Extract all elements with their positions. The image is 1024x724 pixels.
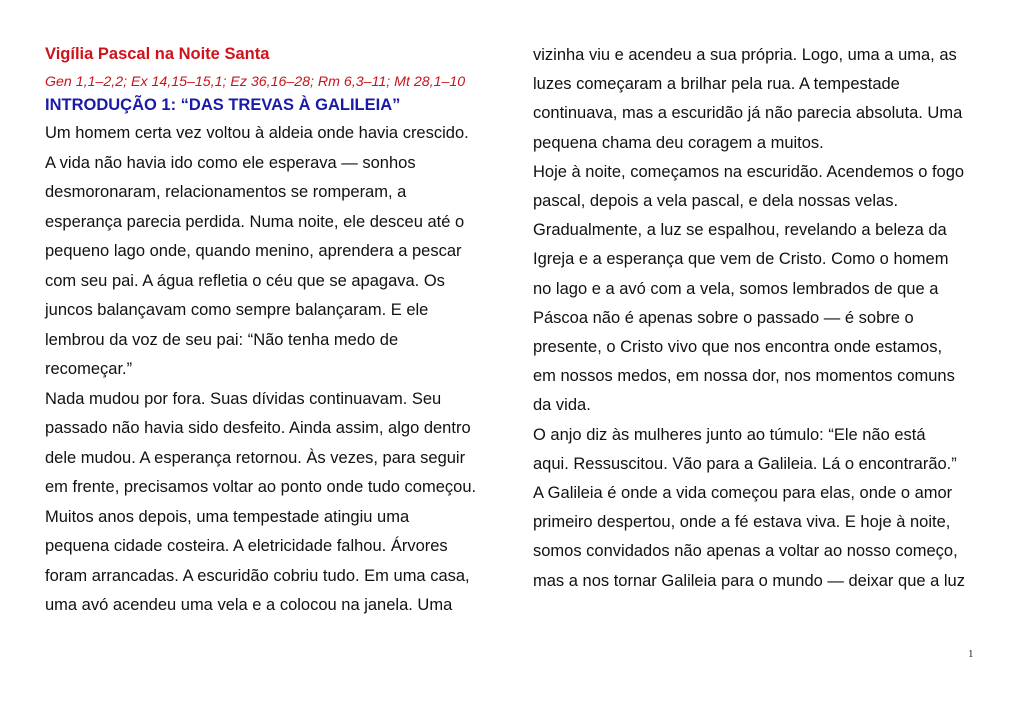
body-line: A vida não havia ido como ele esperava — sonhos — [45, 153, 416, 172]
body-line: lembrou da voz de seu pai: “Não tenha medo de — [45, 330, 399, 349]
body-line: mas a nos tornar Galileia para o mundo — deixar que a luz — [533, 571, 965, 590]
body-line: aqui. Ressuscitou. Vão para a Galileia. Lá o encontrarão.” — [533, 454, 957, 473]
body-line: desmoronaram, relacionamentos se romperam, a — [45, 183, 407, 201]
body-line: recomeçar.” — [45, 360, 133, 378]
body-line: foram arrancadas. A escuridão cobriu tudo. Em uma casa, — [45, 566, 470, 585]
body-line: dele mudou. A esperança retornou. Às vezes, para seguir — [45, 448, 466, 467]
body-line: passado não havia sido desfeito. Ainda assim, algo dentro — [45, 419, 471, 437]
body-line: esperança parecia perdida. Numa noite, ele desceu até o — [45, 212, 465, 231]
body-line: pequena cidade costeira. A eletricidade falhou. Árvores — [45, 537, 448, 555]
body-line: primeiro despertou, onde a fé estava viva. E hoje à noite, — [533, 513, 951, 532]
body-line: uma avó acendeu uma vela e a colocou na janela. Uma — [45, 596, 453, 614]
body-line: pascal, depois a vela pascal, e dela nossas velas. — [533, 192, 899, 210]
body-line: Gradualmente, a luz se espalhou, revelando a beleza da — [533, 221, 947, 240]
section-heading: INTRODUÇÃO 1: “DAS TREVAS À GALILEIA” — [45, 96, 401, 114]
body-line: em frente, precisamos voltar ao ponto onde tudo começou. — [45, 478, 477, 496]
document-title: Vigília Pascal na Noite Santa — [45, 45, 270, 63]
body-line: em nossos medos, em nossa dor, nos momentos comuns — [533, 367, 955, 386]
scripture-references: Gen 1,1–2,2; Ex 14,15–15,1; Ez 36,16–28; Rm 6,3–11; Mt 28,1–10 — [45, 74, 466, 90]
body-line: da vida. — [533, 396, 591, 415]
body-line: no lago e a avó com a vela, somos lembrados de que a — [533, 279, 939, 298]
body-line: Um homem certa vez voltou à aldeia onde havia crescido. — [45, 124, 469, 142]
body-line: juncos balançavam como sempre balançaram. E ele — [45, 301, 429, 319]
body-line: Igreja e a esperança que vem de Cristo. Como o homem — [533, 250, 949, 269]
body-line: Hoje à noite, começamos na escuridão. Acendemos o fogo — [533, 162, 965, 181]
body-line: pequeno lago onde, quando menino, aprendera a pescar — [45, 242, 462, 260]
body-line: com seu pai. A água refletia o céu que se apagava. Os — [45, 271, 445, 290]
body-line: somos convidados não apenas a voltar ao nosso começo, — [533, 542, 958, 561]
body-line: vizinha viu e acendeu a sua própria. Logo, uma a uma, as — [533, 46, 957, 64]
body-line: Muitos anos depois, uma tempestade atingiu uma — [45, 507, 410, 526]
body-line: presente, o Cristo vivo que nos encontra onde estamos, — [533, 338, 943, 356]
body-line: pequena chama deu coragem a muitos. — [533, 133, 824, 152]
body-line: luzes começaram a brilhar pela rua. A tempestade — [533, 75, 900, 94]
body-line: A Galileia é onde a vida começou para elas, onde o amor — [533, 484, 953, 502]
body-line: continuava, mas a escuridão já não parecia absoluta. Uma — [533, 104, 963, 123]
body-line: Páscoa não é apenas sobre o passado — é sobre o — [533, 308, 914, 327]
body-line: Nada mudou por fora. Suas dívidas continuavam. Seu — [45, 389, 442, 408]
body-line: O anjo diz às mulheres junto ao túmulo: “Ele não está — [533, 425, 926, 444]
page-number: 1 — [968, 648, 974, 660]
